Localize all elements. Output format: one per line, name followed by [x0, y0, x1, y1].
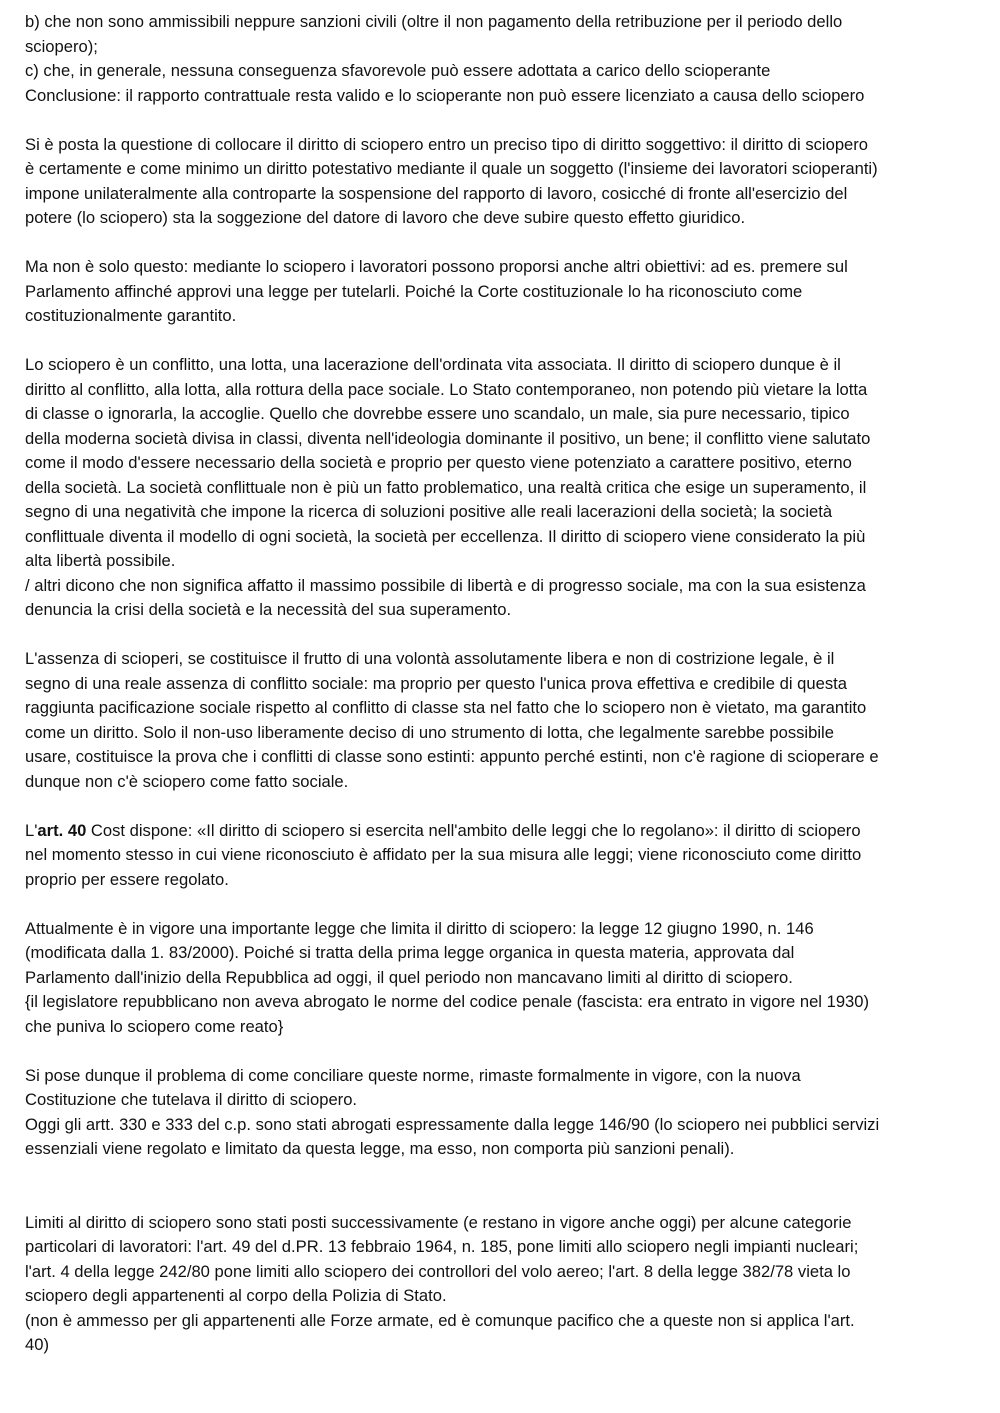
- text-line: 40): [25, 1335, 49, 1354]
- text-line: essenziali viene regolato e limitato da questa legge, ma esso, non comporta più sanzioni penali).: [25, 1139, 735, 1158]
- text-line: c) che, in generale, nessuna conseguenza sfavorevole può essere adottata a carico dello scioperante: [25, 61, 771, 80]
- text-line: Parlamento dall'inizio della Repubblica ad oggi, il quel periodo non mancavano limiti al diritto di sciopero.: [25, 967, 793, 987]
- art-prefix: L': [25, 820, 38, 840]
- text-line: usare, costituisce la prova che i conflitti di classe sono estinti: appunto perché estinti, non c'è ragione di scioperare e: [25, 747, 879, 766]
- paragraph-other-objectives: [25, 255, 980, 329]
- text-line: che puniva lo sciopero come reato}: [25, 1016, 284, 1036]
- text-line: Conclusione: il rapporto contrattuale resta valido e lo scioperante non può essere licenziato a causa dello sciopero: [25, 85, 865, 105]
- text-line: b) che non sono ammissibili neppure sanzioni civili (oltre il non pagamento della retribuzione per il periodo dello: [25, 12, 843, 31]
- text-line: raggiunta pacificazione sociale rispetto al conflitto di classe sta nel fatto che lo sciopero non è vietato, ma garantito: [25, 698, 867, 717]
- text-line: come il modo d'essere necessario della società e proprio per questo viene potenziato a carattere positivo, eterno: [25, 453, 852, 472]
- blank-spacer: [25, 1186, 980, 1211]
- text-line: proprio per essere regolato.: [25, 869, 229, 889]
- text-line: particolari di lavoratori: l'art. 49 del d.PR. 13 febbraio 1964, n. 185, pone limiti allo sciopero negli impianti nucleari;: [25, 1237, 859, 1256]
- paragraph-conciliation: [25, 1064, 980, 1162]
- text-line: sciopero degli appartenenti al corpo della Polizia di Stato.: [25, 1286, 447, 1305]
- text-line: l'art. 4 della legge 242/80 pone limiti allo sciopero dei controllori del volo aereo; l'art. 8 della legge 382/78 vieta lo: [25, 1261, 851, 1281]
- text-line: potere (lo sciopero) sta la soggezione del datore di lavoro che deve subire questo effetto giuridico.: [25, 208, 746, 227]
- paragraph-art-40: [25, 819, 980, 893]
- text-line: Costituzione che tutelava il diritto di sciopero.: [25, 1090, 358, 1109]
- text-line: nel momento stesso in cui viene riconosciuto è affidato per la sua misura alle leggi; viene riconosciuto come diritto: [25, 845, 862, 864]
- text-line: come un diritto. Solo il non-uso liberamente deciso di uno strumento di lotta, che legalmente sarebbe possibile: [25, 722, 834, 742]
- text-line: Oggi gli artt. 330 e 333 del c.p. sono stati abrogati espressamente dalla legge 146/90 (lo sciopero nei pubblici servizi: [25, 1114, 880, 1134]
- text-line: impone unilateralmente alla controparte la sospensione del rapporto di lavoro, cosicché di fronte all'esercizio del: [25, 183, 848, 203]
- art-rest: Cost dispone: «Il diritto di sciopero si esercita nell'ambito delle leggi che lo regolano»: il diritto di sciopero: [86, 820, 861, 840]
- text-line: Si è posta la questione di collocare il diritto di sciopero entro un preciso tipo di diritto soggettivo: il diritto di sciopero: [25, 134, 869, 154]
- text-line: sciopero);: [25, 36, 98, 56]
- document-page: [25, 10, 980, 1382]
- text-line: della moderna società divisa in classi, diventa nell'ideologia dominante il positivo, un bene; il conflitto viene salutato: [25, 428, 871, 448]
- text-line: alta libertà possibile.: [25, 551, 176, 570]
- text-line: Limiti al diritto di sciopero sono stati posti successivamente (e restano in vigore anche oggi) per alcune categorie: [25, 1212, 852, 1232]
- paragraph-potestative-right: [25, 133, 980, 231]
- text-line: costituzionalmente garantito.: [25, 306, 237, 325]
- text-line: / altri dicono che non significa affatto il massimo possibile di libertà e di progresso sociale, ma con la sua esistenza: [25, 575, 866, 595]
- text-line: L'assenza di scioperi, se costituisce il frutto di una volontà assolutamente libera e non di costrizione legale, è il: [25, 649, 835, 668]
- text-line: Ma non è solo questo: mediante lo sciopero i lavoratori possono proporsi anche altri obiettivi: ad es. premere sul: [25, 257, 848, 276]
- text-line: è certamente e come minimo un diritto potestativo mediante il quale un soggetto (l'insieme dei lavoratori scioperanti): [25, 159, 878, 178]
- text-line: della società. La società conflittuale non è più un fatto problematico, una realtà critica che esige un superamento, il: [25, 477, 867, 497]
- text-line: dunque non c'è sciopero come fatto sociale.: [25, 771, 349, 791]
- text-line: denuncia la crisi della società e la necessità del sua superamento.: [25, 600, 512, 619]
- paragraph-conflict: [25, 353, 980, 623]
- text-line: segno di una negatività che impone la ricerca di soluzioni positive alle reali lacerazioni della società; la società: [25, 502, 833, 521]
- art-40-bold: art. 40: [37, 820, 87, 840]
- text-line: segno di una reale assenza di conflitto sociale: ma proprio per questo l'unica prova effettiva e credibile di questa: [25, 673, 847, 693]
- paragraph-sanctions: [25, 10, 980, 108]
- paragraph-limits: [25, 1211, 980, 1358]
- paragraph-law-146: [25, 917, 980, 1040]
- paragraph-absence-of-strikes: [25, 647, 980, 794]
- text-line: Attualmente è in vigore una importante legge che limita il diritto di sciopero: la legge 12 giugno 1990, n. 146: [25, 918, 814, 938]
- text-line: conflittuale diventa il modello di ogni società, la società per eccellenza. Il diritto di sciopero viene considerato la più: [25, 526, 866, 546]
- text-line: [25, 819, 980, 844]
- text-line: di classe o ignorarla, la accoglie. Quello che dovrebbe essere uno scandalo, un male, sia pure necessario, tipico: [25, 404, 850, 423]
- text-line: Si pose dunque il problema di come conciliare queste norme, rimaste formalmente in vigore, con la nuova: [25, 1065, 801, 1085]
- text-line: diritto al conflitto, alla lotta, alla rottura della pace sociale. Lo Stato contemporaneo, non potendo più vietare la lotta: [25, 379, 868, 399]
- text-line: {il legislatore repubblicano non aveva abrogato le norme del codice penale (fascista: era entrato in vigore nel 1930): [25, 992, 870, 1011]
- text-line: (modificata dalla 1. 83/2000). Poiché si tratta della prima legge organica in questa materia, approvata dal: [25, 943, 795, 962]
- text-line: Parlamento affinché approvi una legge per tutelarli. Poiché la Corte costituzionale lo ha riconosciuto come: [25, 281, 803, 301]
- text-line: (non è ammesso per gli appartenenti alle Forze armate, ed è comunque pacifico che a queste non si applica l'art.: [25, 1310, 855, 1330]
- text-line: Lo sciopero è un conflitto, una lotta, una lacerazione dell'ordinata vita associata. Il diritto di sciopero dunque è il: [25, 355, 841, 374]
